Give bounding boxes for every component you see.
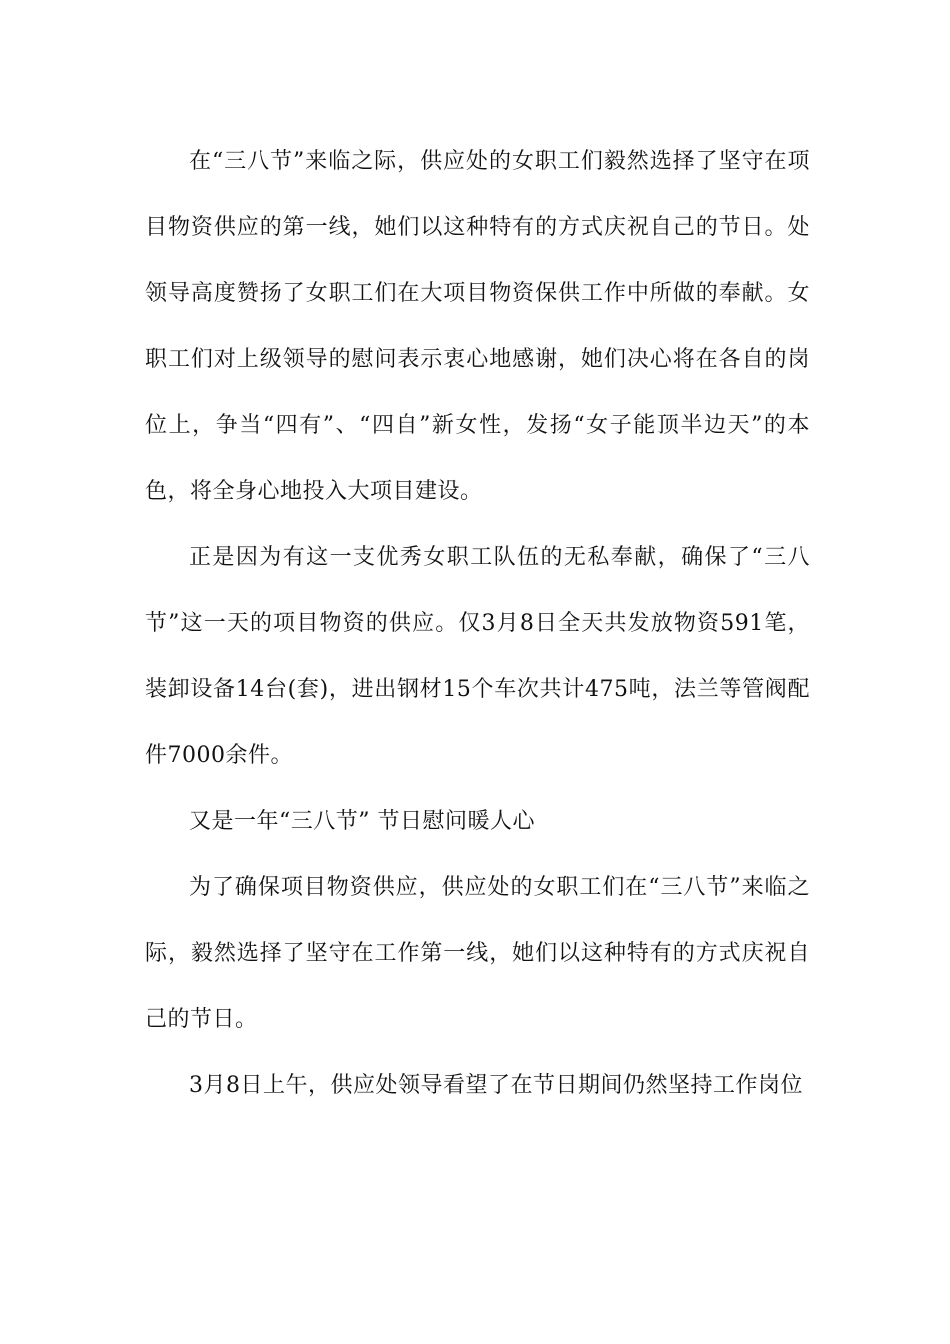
document-body (145, 129, 810, 1119)
paragraph-2: 正是因为有这一支优秀女职工队伍的无私奉献，确保了“三八节”这一天的项目物资的供应。仅3月8日全天共发放物资591笔，装卸设备14台(套)，进出钢材15个车次共计475吨，法兰等管阀配件7000余件。 (145, 545, 810, 768)
paragraph-1: 在“三八节”来临之际，供应处的女职工们毅然选择了坚守在项目物资供应的第一线，她们以这种特有的方式庆祝自己的节日。处领导高度赞扬了女职工们在大项目物资保供工作中所做的奉献。女职工们对上级领导的慰问表示衷心地感谢，她们决心将在各自的岗位上，争当“四有”、“四自”新女性，发扬“女子能顶半边天”的本色，将全身心地投入大项目建设。 (145, 149, 810, 504)
paragraph-4: 3月8日上午，供应处领导看望了在节日期间仍然坚持工作岗位 (189, 1073, 803, 1098)
section-heading: 又是一年“三八节” 节日慰问暖人心 (189, 809, 535, 834)
paragraph-3: 为了确保项目物资供应，供应处的女职工们在“三八节”来临之际，毅然选择了坚守在工作第一线，她们以这种特有的方式庆祝自己的节日。 (145, 875, 810, 1032)
